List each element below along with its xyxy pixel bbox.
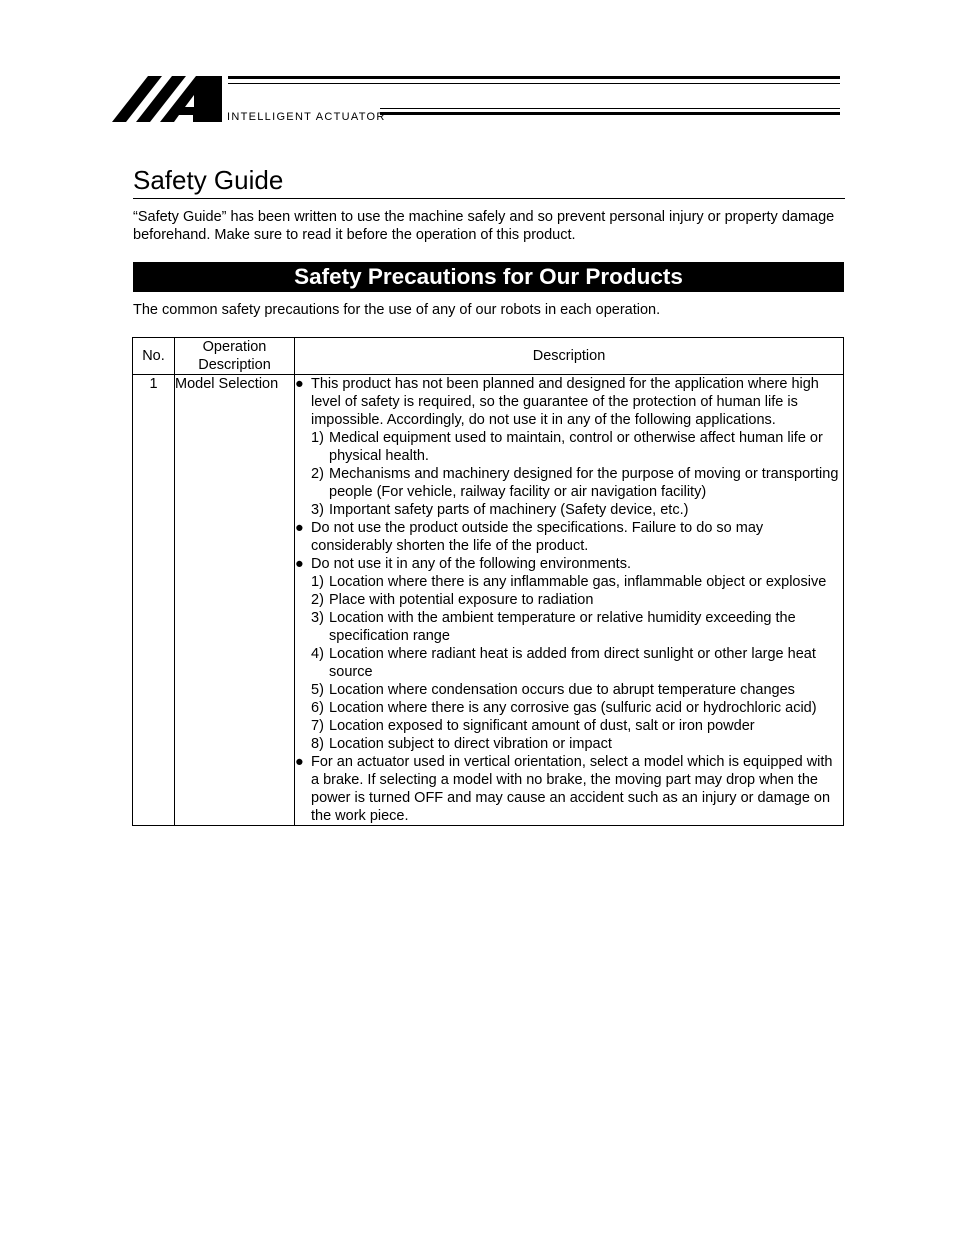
sub-text: Place with potential exposure to radiation [329, 592, 594, 608]
sub-item [295, 609, 843, 645]
bullet-item [295, 555, 843, 573]
brand-text: INTELLIGENT ACTUATOR [227, 111, 386, 123]
section-banner: Safety Precautions for Our Products [133, 262, 844, 292]
bullet-text: Do not use it in any of the following environments. [311, 556, 631, 572]
header-rule-top-thick [228, 76, 840, 79]
bullet-marker: ● [295, 754, 304, 770]
sub-item [295, 465, 843, 501]
row-description [295, 375, 844, 826]
row-number: 1 [133, 375, 175, 826]
sub-text: Location subject to direct vibration or impact [329, 736, 612, 752]
sub-item [295, 429, 843, 465]
sub-text: Location where there is any inflammable gas, inflammable object or explosive [329, 574, 827, 590]
header-rule-top-thin [228, 83, 840, 84]
header-rule-bottom-thick [380, 112, 840, 115]
sub-text: Mechanisms and machinery designed for the purpose of moving or transporting people (For vehicle, railway facility or air navigation facility) [329, 466, 839, 500]
header-no: No. [133, 338, 175, 375]
bullet-text: For an actuator used in vertical orientation, select a model which is equipped with a brake. If selecting a model with no brake, the moving part may drop when the power is turned OFF and may cause an accident such as an injury or damage on the work piece. [311, 754, 833, 824]
sub-item [295, 645, 843, 681]
sub-item [295, 699, 843, 717]
header-rule-bottom-thin [380, 108, 840, 109]
sub-text: Location exposed to significant amount of dust, salt or iron powder [329, 718, 755, 734]
sub-text: Medical equipment used to maintain, control or otherwise affect human life or physical health. [329, 430, 823, 464]
sub-text: Location where condensation occurs due to abrupt temperature changes [329, 682, 795, 698]
intro-paragraph: “Safety Guide” has been written to use the machine safely and so prevent personal injury or property damage beforehand. Make sure to read it before the operation of this product. [133, 209, 835, 243]
sub-text: Important safety parts of machinery (Safety device, etc.) [329, 502, 689, 518]
bullet-item [295, 375, 843, 429]
row-operation: Model Selection [175, 375, 295, 826]
sub-item [295, 717, 843, 735]
sub-text: Location where there is any corrosive gas (sulfuric acid or hydrochloric acid) [329, 700, 817, 716]
bullet-marker: ● [295, 520, 304, 536]
table-header-row [133, 338, 844, 375]
bullet-marker: ● [295, 376, 304, 392]
sub-number: 5) [311, 682, 324, 698]
sub-number: 1) [311, 574, 324, 590]
sub-number: 6) [311, 700, 324, 716]
sub-number: 2) [311, 592, 324, 608]
page-title: Safety Guide [133, 164, 845, 199]
sub-number: 4) [311, 646, 324, 662]
sub-number: 3) [311, 610, 324, 626]
page-header [112, 74, 842, 126]
sub-text: Location where radiant heat is added from direct sunlight or other large heat source [329, 646, 816, 680]
sub-item [295, 573, 843, 591]
sub-item [295, 591, 843, 609]
header-operation: Operation Description [175, 338, 295, 375]
section-lead: The common safety precautions for the use of any of our robots in each operation. [133, 302, 661, 318]
bullet-item [295, 519, 843, 555]
sub-number: 1) [311, 430, 324, 446]
sub-number: 8) [311, 736, 324, 752]
table-row [133, 375, 844, 826]
sub-item [295, 681, 843, 699]
bullet-item [295, 753, 843, 825]
bullet-text: Do not use the product outside the specifications. Failure to do so may considerably shorten the life of the product. [311, 520, 764, 554]
bullet-text: This product has not been planned and designed for the application where high level of safety is required, so the guarantee of the protection of human life is impossible. Accordingly, do not use it in any of the following applications. [311, 376, 819, 428]
header-description: Description [295, 338, 844, 375]
bullet-marker: ● [295, 556, 304, 572]
sub-number: 3) [311, 502, 324, 518]
iai-logo-icon [112, 74, 222, 124]
sub-text: Location with the ambient temperature or relative humidity exceeding the specification range [329, 610, 796, 644]
sub-item [295, 501, 843, 519]
sub-number: 2) [311, 466, 324, 482]
sub-number: 7) [311, 718, 324, 734]
sub-item [295, 735, 843, 753]
safety-table [132, 337, 844, 826]
